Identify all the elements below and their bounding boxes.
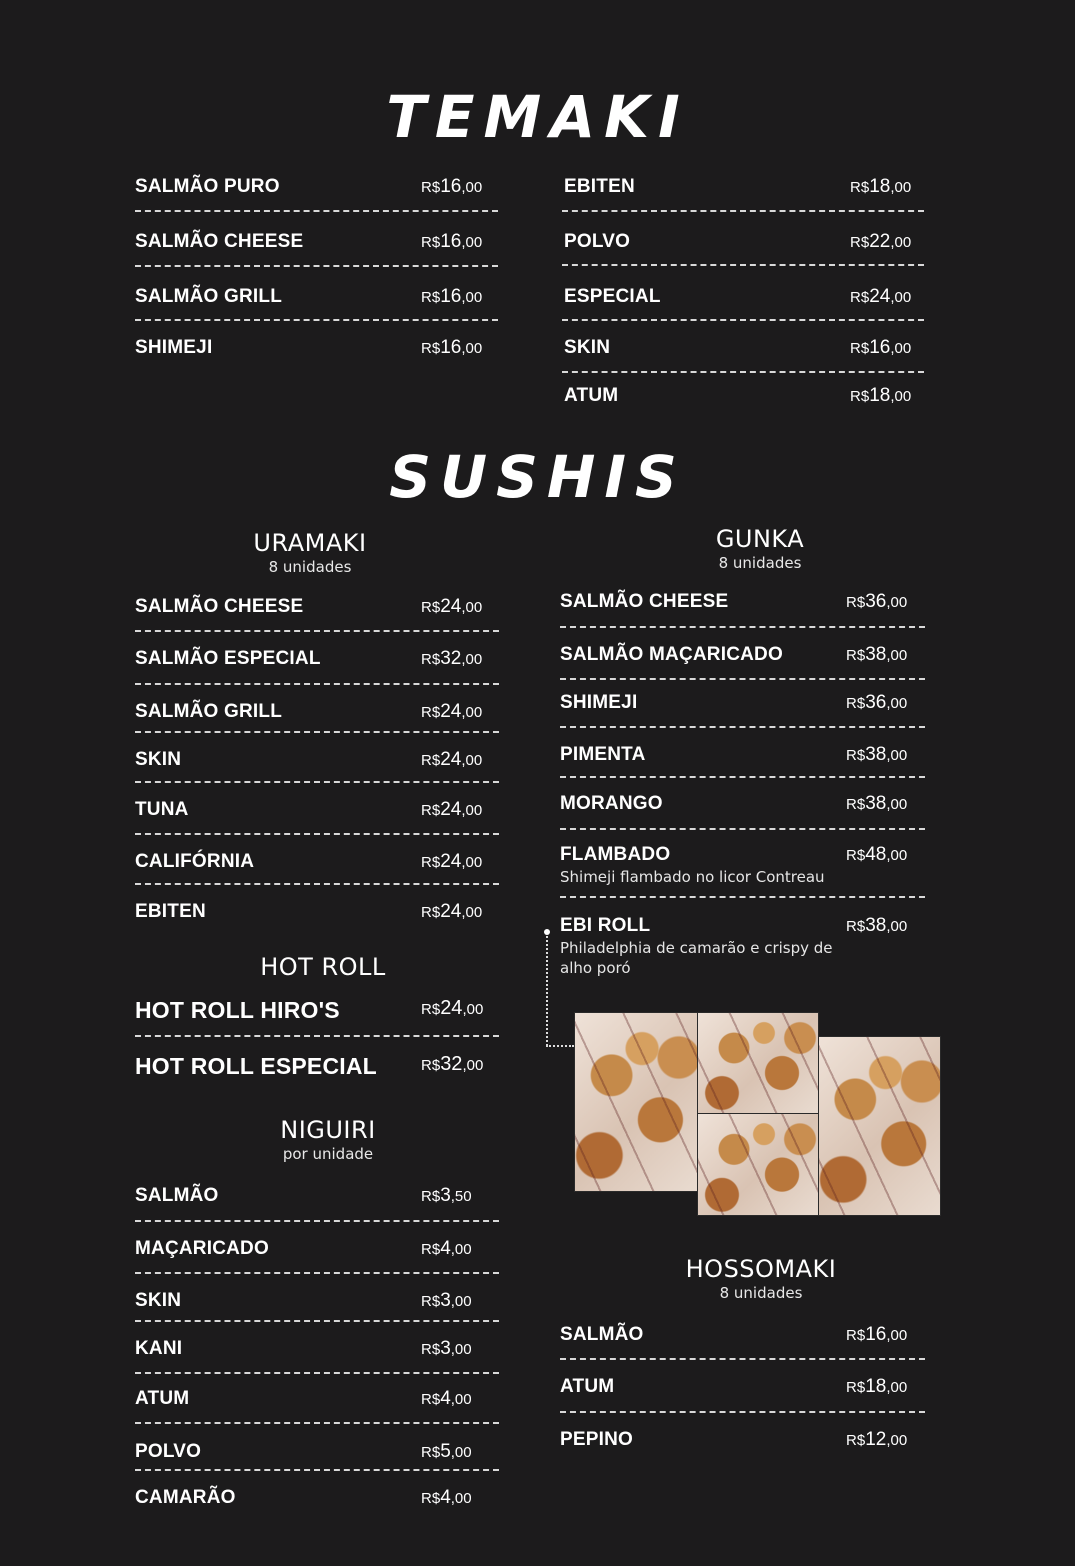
- price-integer: 24: [440, 701, 462, 722]
- price-integer: 16: [440, 286, 462, 307]
- dashed-divider: [560, 828, 925, 830]
- price-cents: ,00: [461, 802, 483, 819]
- price-cents: ,00: [450, 1444, 472, 1461]
- dashed-divider: [135, 781, 499, 783]
- menu-item-description: Shimeji flambado no licor Contreau: [560, 868, 825, 886]
- price-cents: ,00: [890, 289, 912, 306]
- dashed-divider: [135, 1469, 499, 1471]
- dashed-divider: [135, 630, 499, 632]
- price-integer: 24: [869, 286, 891, 307]
- gunka-note: 8 unidades: [718, 554, 802, 573]
- dashed-divider: [560, 1411, 925, 1413]
- menu-item-name: EBITEN: [135, 901, 206, 922]
- dashed-divider: [560, 1358, 925, 1360]
- niguiri-name: NIGUIRI: [280, 1116, 376, 1144]
- menu-item-price: [850, 337, 911, 359]
- price-cents: ,00: [890, 234, 912, 251]
- price-integer: 18: [869, 176, 891, 197]
- dashed-divider: [135, 1372, 499, 1374]
- menu-item-price: [421, 176, 482, 198]
- price-cents: ,00: [461, 599, 483, 616]
- menu-item-name: SALMÃO ESPECIAL: [135, 648, 321, 669]
- price-cents: ,00: [886, 594, 908, 611]
- price-currency: R$: [421, 1293, 441, 1310]
- price-integer: 18: [865, 1376, 887, 1397]
- price-cents: ,00: [886, 1379, 908, 1396]
- menu-item-price: [846, 744, 907, 766]
- price-cents: ,00: [890, 179, 912, 196]
- menu-item-name: HOT ROLL ESPECIAL: [135, 1053, 377, 1079]
- price-currency: R$: [421, 1241, 441, 1258]
- price-integer: 12: [865, 1429, 887, 1450]
- price-integer: 24: [440, 799, 462, 820]
- menu-item-name: SALMÃO CHEESE: [135, 596, 304, 617]
- menu-item-price: [846, 644, 907, 666]
- price-cents: ,00: [462, 1001, 484, 1018]
- price-currency: R$: [850, 289, 870, 306]
- menu-item-price: [421, 596, 482, 618]
- price-currency: R$: [421, 1188, 441, 1205]
- price-cents: ,00: [890, 388, 912, 405]
- price-integer: 4: [440, 1487, 451, 1508]
- menu-item-price: [421, 1487, 472, 1509]
- price-cents: ,00: [450, 1241, 472, 1258]
- menu-item-name: SALMÃO GRILL: [135, 286, 282, 307]
- niguiri-heading: [218, 1117, 438, 1163]
- price-currency: R$: [846, 695, 866, 712]
- price-currency: R$: [421, 904, 441, 921]
- dashed-divider: [135, 1320, 499, 1322]
- price-integer: 5: [440, 1441, 451, 1462]
- price-currency: R$: [846, 747, 866, 764]
- menu-item-name: SKIN: [564, 337, 611, 358]
- price-currency: R$: [421, 752, 441, 769]
- price-integer: 16: [865, 1324, 887, 1345]
- price-currency: R$: [850, 234, 870, 251]
- menu-item-price: [846, 844, 907, 866]
- menu-item-name: PEPINO: [560, 1429, 633, 1450]
- price-cents: ,00: [461, 179, 483, 196]
- price-currency: R$: [846, 1379, 866, 1396]
- menu-item-description: Philadelphia de camarão e crispy de alho poró: [560, 939, 833, 977]
- temaki-title: TEMAKI: [386, 83, 689, 151]
- price-integer: 22: [869, 231, 891, 252]
- menu-item-name: MAÇARICADO: [135, 1238, 269, 1259]
- food-photo-4: [818, 1036, 941, 1216]
- hossomaki-heading: [651, 1256, 871, 1302]
- dashed-divider: [562, 371, 924, 373]
- price-currency: R$: [850, 340, 870, 357]
- price-cents: ,00: [886, 796, 908, 813]
- price-integer: 3: [440, 1338, 451, 1359]
- price-integer: 18: [869, 385, 891, 406]
- price-integer: 32: [440, 1053, 463, 1075]
- price-cents: ,00: [886, 695, 908, 712]
- price-cents: ,00: [886, 1327, 908, 1344]
- menu-item-price: [421, 851, 482, 873]
- hot-roll-name: HOT ROLL: [260, 953, 386, 981]
- niguiri-note: por unidade: [282, 1145, 374, 1164]
- price-currency: R$: [421, 1057, 441, 1074]
- price-cents: ,00: [450, 1293, 472, 1310]
- menu-item-name: CAMARÃO: [135, 1487, 236, 1508]
- menu-item-name: EBITEN: [564, 176, 635, 197]
- menu-item-price: [846, 1376, 907, 1398]
- price-currency: R$: [850, 179, 870, 196]
- price-currency: R$: [846, 796, 866, 813]
- price-currency: R$: [421, 651, 441, 668]
- menu-item-name: FLAMBADO: [560, 844, 671, 865]
- menu-item-name: SALMÃO PURO: [135, 176, 280, 197]
- dashed-divider: [562, 264, 924, 266]
- menu-item-name: SHIMEJI: [560, 692, 638, 713]
- dashed-divider: [560, 626, 925, 628]
- menu-item-name: ATUM: [560, 1376, 615, 1397]
- menu-item-name: EBI ROLL: [560, 915, 651, 936]
- price-integer: 48: [865, 844, 887, 865]
- dashed-divider: [135, 683, 499, 685]
- menu-item-name: ATUM: [135, 1388, 190, 1409]
- price-cents: ,00: [461, 854, 483, 871]
- price-currency: R$: [421, 289, 441, 306]
- price-integer: 3: [440, 1185, 451, 1206]
- price-currency: R$: [421, 1001, 441, 1018]
- price-integer: 4: [440, 1238, 451, 1259]
- menu-item-name: HOT ROLL HIRO'S: [135, 997, 340, 1023]
- menu-item-name: SALMÃO: [560, 1324, 644, 1345]
- menu-item-name: SALMÃO: [135, 1185, 219, 1206]
- menu-item-name: PIMENTA: [560, 744, 646, 765]
- connector-line-horizontal: [546, 1045, 574, 1047]
- menu-item-price: [850, 231, 911, 253]
- menu-item-price: [421, 337, 482, 359]
- price-currency: R$: [421, 802, 441, 819]
- food-photo-1: [574, 1012, 698, 1192]
- sushis-title: SUSHIS: [389, 443, 686, 511]
- price-currency: R$: [850, 388, 870, 405]
- menu-item-price: [421, 1338, 472, 1360]
- price-cents: ,00: [886, 918, 908, 935]
- menu-item-price: [850, 176, 911, 198]
- price-cents: ,00: [461, 234, 483, 251]
- menu-item-price: [846, 793, 907, 815]
- hossomaki-name: HOSSOMAKI: [685, 1255, 837, 1283]
- menu-item-name: SALMÃO CHEESE: [560, 591, 729, 612]
- price-cents: ,50: [450, 1188, 472, 1205]
- price-cents: ,00: [886, 747, 908, 764]
- price-cents: ,00: [461, 340, 483, 357]
- price-currency: R$: [846, 647, 866, 664]
- gunka-heading: [650, 526, 870, 572]
- dashed-divider: [135, 265, 498, 267]
- dashed-divider: [560, 726, 925, 728]
- menu-item-price: [421, 701, 482, 723]
- price-cents: ,00: [450, 1341, 472, 1358]
- connector-dot: [544, 929, 550, 935]
- menu-item-name: POLVO: [135, 1441, 202, 1462]
- dashed-divider: [135, 1422, 499, 1424]
- price-integer: 36: [865, 591, 887, 612]
- dashed-divider: [135, 833, 499, 835]
- menu-item-price: [846, 692, 907, 714]
- price-currency: R$: [846, 594, 866, 611]
- menu-item-price: [421, 1053, 483, 1076]
- dashed-divider: [562, 210, 924, 212]
- price-integer: 24: [440, 596, 462, 617]
- hot-roll-heading: [213, 954, 433, 980]
- price-cents: ,00: [890, 340, 912, 357]
- price-integer: 36: [865, 692, 887, 713]
- uramaki-name: URAMAKI: [253, 529, 367, 557]
- dashed-divider: [135, 210, 498, 212]
- menu-item-price: [421, 997, 483, 1020]
- menu-item-price: [421, 648, 482, 670]
- price-integer: 16: [869, 337, 891, 358]
- price-cents: ,00: [886, 1432, 908, 1449]
- price-integer: 3: [440, 1290, 451, 1311]
- gunka-name: GUNKA: [715, 525, 805, 553]
- price-currency: R$: [421, 1341, 441, 1358]
- price-cents: ,00: [886, 847, 908, 864]
- food-photo-2: [697, 1012, 819, 1114]
- dashed-divider: [560, 896, 925, 898]
- price-cents: ,00: [461, 289, 483, 306]
- menu-item-name: SALMÃO GRILL: [135, 701, 282, 722]
- menu-item-price: [421, 1388, 472, 1410]
- dashed-divider: [135, 1272, 499, 1274]
- price-integer: 16: [440, 176, 462, 197]
- price-integer: 38: [865, 915, 887, 936]
- price-currency: R$: [846, 1327, 866, 1344]
- menu-item-price: [421, 901, 482, 923]
- menu-item-name: TUNA: [135, 799, 189, 820]
- price-currency: R$: [421, 179, 441, 196]
- price-integer: 4: [440, 1388, 451, 1409]
- hossomaki-note: 8 unidades: [719, 1284, 803, 1303]
- price-cents: ,00: [461, 704, 483, 721]
- price-cents: ,00: [886, 647, 908, 664]
- menu-item-name: CALIFÓRNIA: [135, 851, 255, 872]
- dashed-divider: [135, 731, 499, 733]
- food-photo-3: [697, 1113, 819, 1216]
- menu-item-name: SKIN: [135, 1290, 182, 1311]
- price-cents: ,00: [461, 752, 483, 769]
- menu-item-price: [846, 915, 907, 937]
- dashed-divider: [562, 319, 924, 321]
- dashed-divider: [135, 1035, 499, 1037]
- price-cents: ,00: [461, 904, 483, 921]
- price-integer: 24: [440, 901, 462, 922]
- menu-item-name: KANI: [135, 1338, 183, 1359]
- price-currency: R$: [846, 847, 866, 864]
- price-cents: ,00: [450, 1391, 472, 1408]
- menu-item-name: SHIMEJI: [135, 337, 213, 358]
- price-integer: 38: [865, 644, 887, 665]
- price-currency: R$: [421, 340, 441, 357]
- menu-item-price: [421, 1441, 472, 1463]
- price-integer: 24: [440, 997, 463, 1019]
- menu-item-name: SALMÃO CHEESE: [135, 231, 304, 252]
- price-currency: R$: [421, 599, 441, 616]
- menu-item-price: [421, 286, 482, 308]
- price-currency: R$: [421, 704, 441, 721]
- uramaki-note: 8 unidades: [268, 558, 352, 577]
- menu-item-price: [846, 1429, 907, 1451]
- menu-item-price: [421, 1185, 472, 1207]
- price-integer: 24: [440, 851, 462, 872]
- price-integer: 32: [440, 648, 462, 669]
- price-cents: ,00: [461, 651, 483, 668]
- dashed-divider: [135, 1220, 499, 1222]
- price-currency: R$: [421, 1444, 441, 1461]
- menu-item-name: ATUM: [564, 385, 619, 406]
- menu-item-price: [850, 286, 911, 308]
- price-integer: 38: [865, 793, 887, 814]
- menu-item-price: [846, 1324, 907, 1346]
- menu-item-price: [421, 1290, 472, 1312]
- dashed-divider: [560, 678, 925, 680]
- price-cents: ,00: [462, 1057, 484, 1074]
- menu-item-name: SALMÃO MAÇARICADO: [560, 644, 783, 665]
- menu-item-name: ESPECIAL: [564, 286, 661, 307]
- price-integer: 38: [865, 744, 887, 765]
- price-currency: R$: [846, 1432, 866, 1449]
- dashed-divider: [135, 319, 498, 321]
- connector-line-vertical: [546, 936, 548, 1046]
- price-cents: ,00: [450, 1490, 472, 1507]
- dashed-divider: [560, 776, 925, 778]
- price-currency: R$: [846, 918, 866, 935]
- uramaki-heading: [200, 530, 420, 576]
- price-currency: R$: [421, 1490, 441, 1507]
- menu-item-price: [421, 1238, 472, 1260]
- price-currency: R$: [421, 234, 441, 251]
- menu-item-name: SKIN: [135, 749, 182, 770]
- menu-item-price: [421, 799, 482, 821]
- menu-item-price: [421, 231, 482, 253]
- price-integer: 16: [440, 337, 462, 358]
- menu-item-name: POLVO: [564, 231, 631, 252]
- price-currency: R$: [421, 1391, 441, 1408]
- menu-item-price: [850, 385, 911, 407]
- price-integer: 24: [440, 749, 462, 770]
- dashed-divider: [135, 883, 499, 885]
- price-currency: R$: [421, 854, 441, 871]
- menu-item-name: MORANGO: [560, 793, 663, 814]
- menu-item-price: [421, 749, 482, 771]
- price-integer: 16: [440, 231, 462, 252]
- menu-item-price: [846, 591, 907, 613]
